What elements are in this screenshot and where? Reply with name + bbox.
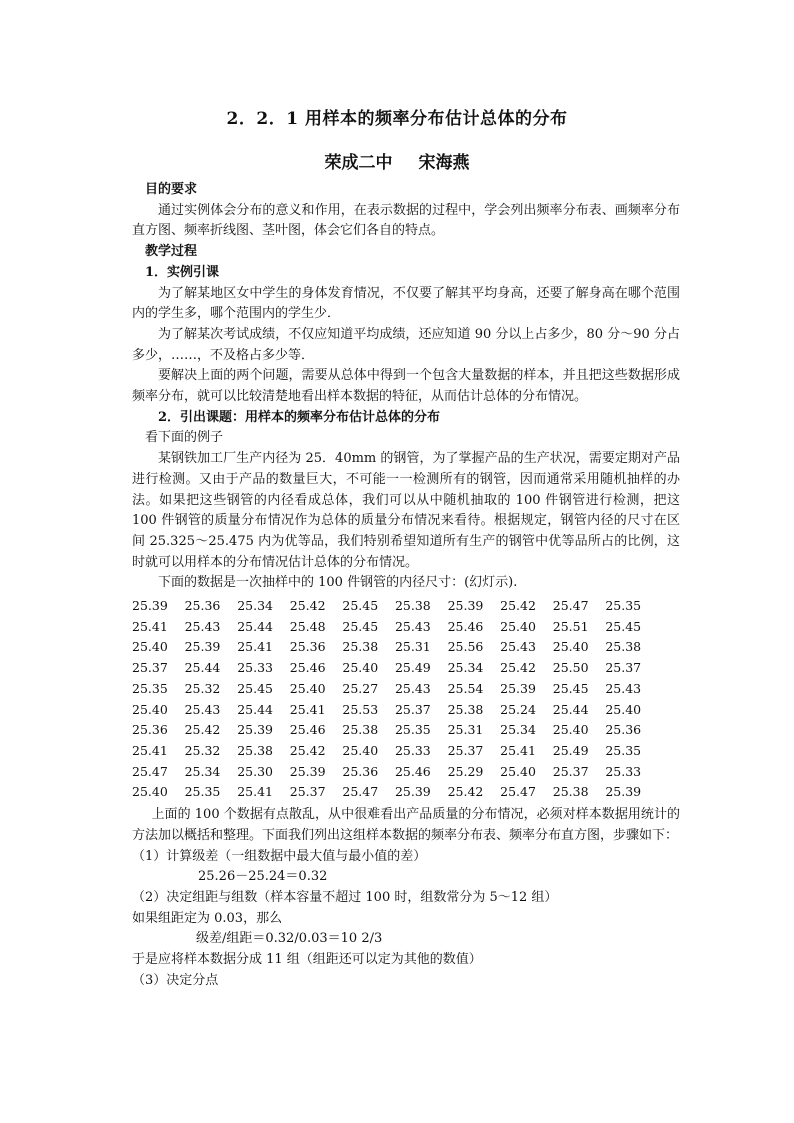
table-cell: 25.41 <box>132 742 168 758</box>
table-row <box>132 637 658 658</box>
table-cell: 25.40 <box>605 701 642 717</box>
table-cell: 25.47 <box>342 784 379 800</box>
table-cell: 25.33 <box>605 763 642 779</box>
table-row <box>132 782 658 803</box>
table-cell: 25.47 <box>132 763 168 779</box>
table-cell: 25.44 <box>184 660 221 676</box>
table-row <box>132 679 658 700</box>
table-cell: 25.30 <box>237 763 273 779</box>
table-cell: 25.39 <box>184 639 221 655</box>
table-cell: 25.37 <box>132 660 168 676</box>
table-cell: 25.35 <box>132 680 168 696</box>
table-cell: 25.49 <box>552 742 589 758</box>
table-cell: 25.44 <box>237 618 273 634</box>
step3-label: （3）决定分点 <box>132 972 219 988</box>
table-cell: 25.40 <box>552 639 589 655</box>
table-cell: 25.43 <box>184 618 221 634</box>
table-row <box>132 762 658 783</box>
table-cell: 25.37 <box>552 763 589 779</box>
table-cell: 25.38 <box>237 742 273 758</box>
table-cell: 25.44 <box>552 701 589 717</box>
table-cell: 25.35 <box>184 784 221 800</box>
table-cell: 25.42 <box>184 722 221 738</box>
table-cell: 25.43 <box>500 639 536 655</box>
table-cell: 25.47 <box>552 598 589 614</box>
table-cell: 25.39 <box>500 680 536 696</box>
table-row <box>132 700 658 721</box>
table-cell: 25.35 <box>394 722 431 738</box>
table-cell: 25.38 <box>447 701 484 717</box>
after-table-paragraph: 上面的 100 个数据有点散乱，从中很难看出产品质量的分布情况，必须对样本数据用统计的方法加以概括和整理。下面我们列出这组样本数据的频率分布表、频率分布直方图，步骤如下： <box>132 807 680 843</box>
table-cell: 25.43 <box>394 618 431 634</box>
step2-label: （2）决定组距与组数（样本容量不超过 100 时，组数常分为 5～12 组） <box>132 889 558 905</box>
goal-heading: 目的要求 <box>145 182 198 197</box>
table-cell: 25.37 <box>394 701 431 717</box>
table-cell: 25.39 <box>394 784 431 800</box>
table-cell: 25.29 <box>447 763 484 779</box>
table-cell: 25.43 <box>394 680 431 696</box>
table-cell: 25.42 <box>289 742 326 758</box>
table-cell: 25.31 <box>447 722 484 738</box>
table-cell: 25.45 <box>237 680 273 696</box>
table-cell: 25.41 <box>500 742 536 758</box>
table-cell: 25.38 <box>342 722 379 738</box>
table-cell: 25.42 <box>500 598 536 614</box>
table-cell: 25.41 <box>237 784 273 800</box>
table-cell: 25.39 <box>132 598 168 614</box>
table-cell: 25.38 <box>342 639 379 655</box>
section1-heading: 1．实例引课 <box>145 264 220 280</box>
table-row <box>132 617 658 638</box>
table-cell: 25.32 <box>184 680 221 696</box>
table-cell: 25.37 <box>447 742 484 758</box>
table-cell: 25.38 <box>605 639 642 655</box>
table-cell: 25.37 <box>605 660 642 676</box>
table-cell: 25.36 <box>132 722 168 738</box>
table-cell: 25.34 <box>184 763 221 779</box>
table-cell: 25.40 <box>132 639 168 655</box>
table-cell: 25.38 <box>394 598 431 614</box>
table-row <box>132 720 658 741</box>
section1-paragraph-3: 要解决上面的两个问题，需要从总体中得到一个包含大量数据的样本，并且把这些数据形成频率分布，就可以比较清楚地看出样本数据的特征，从而估计总体的分布情况。 <box>132 368 680 405</box>
table-row <box>132 741 658 762</box>
table-cell: 25.39 <box>289 763 326 779</box>
table-cell: 25.36 <box>342 763 379 779</box>
process-heading: 教学过程 <box>145 244 198 260</box>
data-table <box>132 596 658 803</box>
table-cell: 25.34 <box>237 598 273 614</box>
table-cell: 25.40 <box>552 722 589 738</box>
table-cell: 25.39 <box>447 598 484 614</box>
table-cell: 25.46 <box>394 763 431 779</box>
author-name: 宋海燕 <box>418 153 470 173</box>
table-cell: 25.42 <box>289 598 326 614</box>
document-title: 2．2．1 用样本的频率分布估计总体的分布 <box>226 109 568 129</box>
table-cell: 25.45 <box>342 618 379 634</box>
table-cell: 25.50 <box>552 660 589 676</box>
section2-paragraph: 某钢铁加工厂生产内径为 25．40mm 的钢管，为了掌握产品的生产状况，需要定期对产品进行检测。又由于产品的数量巨大，不可能一一检测所有的钢管，因而通常采用随机抽样的办法。如果把这些钢管的内径看成总体，我们可以从中随机抽取的 100 件钢管进行检测，把这 100 件钢管的质量分布情况作为总体的质量分布情况来看待。根据规定，钢管内径的尺寸在区间 25.325～25.475 内为优等品，我们特别希望知道所有生产的钢管中优等品所占的比例，这时就可以用样本的分布情况估计总体的分布情况。 <box>132 451 680 570</box>
table-cell: 25.43 <box>184 701 221 717</box>
table-cell: 25.40 <box>132 701 168 717</box>
table-cell: 25.34 <box>447 660 484 676</box>
section2-intro: 看下面的例子 <box>145 430 224 446</box>
step2-text-b: 于是应将样本数据分成 11 组（组距还可以定为其他的数值） <box>132 952 482 968</box>
table-cell: 25.41 <box>132 618 168 634</box>
table-cell: 25.48 <box>289 618 326 634</box>
table-cell: 25.47 <box>500 784 536 800</box>
table-cell: 25.40 <box>342 742 379 758</box>
table-cell: 25.39 <box>605 784 642 800</box>
table-cell: 25.24 <box>500 701 536 717</box>
table-cell: 25.45 <box>552 680 589 696</box>
table-cell: 25.53 <box>342 701 379 717</box>
table-cell: 25.40 <box>289 680 326 696</box>
document-body <box>132 180 680 991</box>
table-cell: 25.41 <box>237 639 273 655</box>
table-row <box>132 658 658 679</box>
table-cell: 25.38 <box>552 784 589 800</box>
table-cell: 25.31 <box>394 639 431 655</box>
table-cell: 25.27 <box>342 680 379 696</box>
section2-heading: 2．引出课题：用样本的频率分布估计总体的分布 <box>158 409 441 425</box>
table-cell: 25.44 <box>237 701 273 717</box>
author-line <box>0 148 794 173</box>
section1-paragraph-2: 为了解某次考试成绩，不仅应知道平均成绩，还应知道 90 分以上占多少，80 分～90 分占多少，……，不及格占多少等． <box>132 326 680 363</box>
table-cell: 25.49 <box>394 660 431 676</box>
table-cell: 25.33 <box>394 742 431 758</box>
table-cell: 25.34 <box>500 722 536 738</box>
table-cell: 25.40 <box>500 763 536 779</box>
table-cell: 25.43 <box>605 680 642 696</box>
table-cell: 25.42 <box>447 784 484 800</box>
table-cell: 25.46 <box>447 618 484 634</box>
step1-calculation: 25.26－25.24＝0.32 <box>198 869 328 885</box>
table-cell: 25.56 <box>447 639 484 655</box>
table-cell: 25.45 <box>605 618 642 634</box>
table-cell: 25.35 <box>605 598 642 614</box>
table-cell: 25.40 <box>132 784 168 800</box>
table-cell: 25.40 <box>342 660 379 676</box>
table-cell: 25.41 <box>289 701 326 717</box>
table-cell: 25.35 <box>605 742 642 758</box>
table-row <box>132 596 658 617</box>
table-cell: 25.37 <box>289 784 326 800</box>
step2-calculation: 级差/组距＝0.32/0.03＝10 2/3 <box>196 931 383 947</box>
table-cell: 25.36 <box>184 598 221 614</box>
table-cell: 25.40 <box>500 618 536 634</box>
table-cell: 25.32 <box>184 742 221 758</box>
table-cell: 25.54 <box>447 680 484 696</box>
table-cell: 25.36 <box>605 722 642 738</box>
goal-text: 通过实例体会分布的意义和作用，在表示数据的过程中，学会列出频率分布表、画频率分布直方图、频率折线图、茎叶图，体会它们各自的特点。 <box>132 202 680 239</box>
table-cell: 25.36 <box>289 639 326 655</box>
table-cell: 25.46 <box>289 722 326 738</box>
table-cell: 25.33 <box>237 660 273 676</box>
table-cell: 25.51 <box>552 618 589 634</box>
section1-paragraph-1: 为了解某地区女中学生的身体发育情况，不仅要了解其平均身高，还要了解身高在哪个范围内的学生多，哪个范围内的学生少． <box>132 285 680 322</box>
author-school: 荣成二中 <box>324 153 393 173</box>
table-cell: 25.46 <box>289 660 326 676</box>
table-intro: 下面的数据是一次抽样中的 100 件钢管的内径尺寸：(幻灯示). <box>158 575 518 591</box>
step2-text-a: 如果组距定为 0.03，那么 <box>132 910 283 926</box>
table-cell: 25.39 <box>237 722 273 738</box>
step1-label: （1）计算级差（一组数据中最大值与最小值的差） <box>132 848 427 864</box>
table-cell: 25.45 <box>342 598 379 614</box>
table-cell: 25.42 <box>500 660 536 676</box>
